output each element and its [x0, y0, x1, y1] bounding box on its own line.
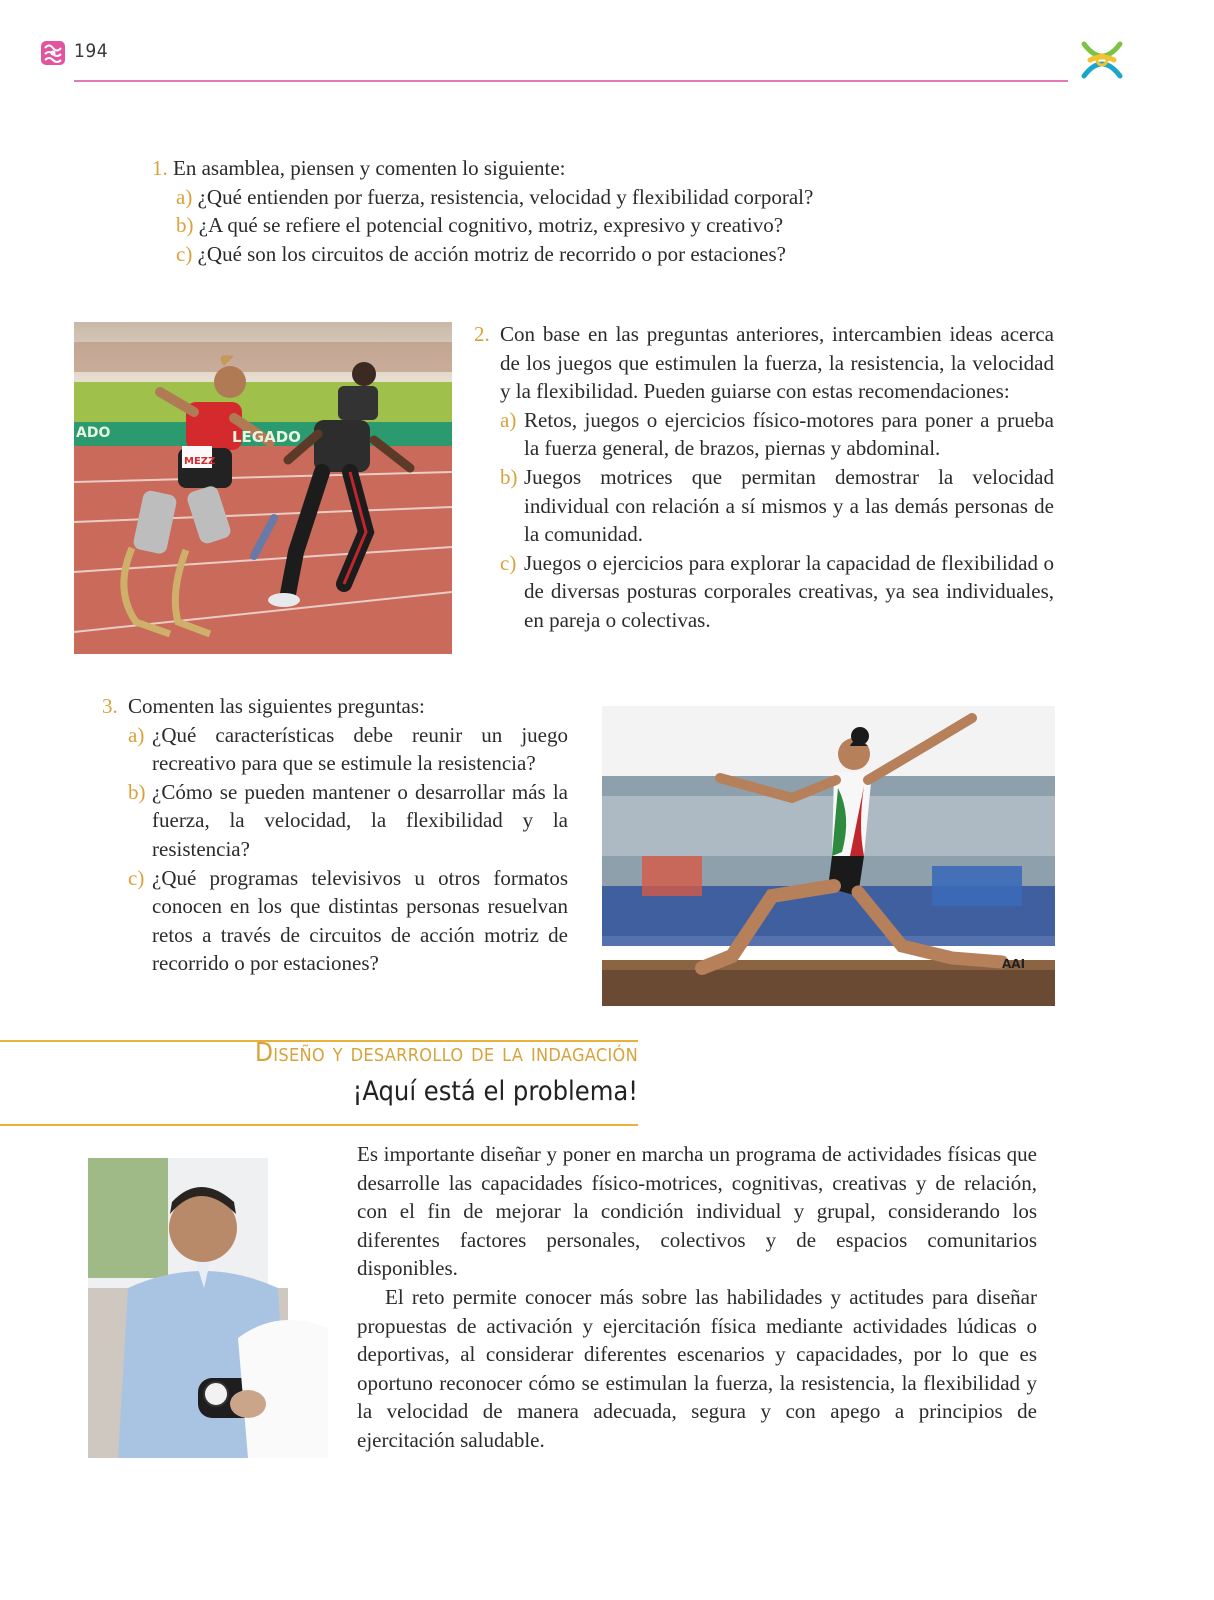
bib-text: MEZZ	[184, 456, 216, 467]
paragraph-2: El reto permite conocer más sobre las habilidades y actitudes para diseñar propuestas de activación y ejercitación física mediante actividades lúdicas o deportivas, al considerar diferentes escenarios y capacidades, por lo que es oportuno reconocer cómo se estimulan la fuerza, la resistencia, la flexibilidad y la velocidad de manera adecuada, segura y con apego a principios de ejercitación saludable.	[357, 1284, 1037, 1452]
item-letter: a)	[176, 184, 193, 209]
question-text: En asamblea, piensen y comenten lo siguiente:	[173, 156, 566, 180]
item-letter: b)	[500, 464, 518, 489]
item-letter: b)	[128, 779, 146, 804]
item-letter: a)	[500, 407, 517, 432]
section-rule-bottom	[0, 1124, 638, 1126]
question-2	[474, 320, 1054, 635]
item-text: ¿Qué entienden por fuerza, resistencia, velocidad y flexibilidad corporal?	[197, 184, 814, 209]
doctor-photo	[88, 1158, 328, 1458]
section-title: Diseño y desarrollo de la indagación	[254, 1038, 638, 1068]
item-letter: b)	[176, 213, 194, 238]
problem-text	[357, 1140, 1037, 1455]
section-subtitle: ¡Aquí está el problema!	[352, 1076, 638, 1107]
item-text: ¿Qué son los circuitos de acción motriz de recorrido o por estaciones?	[197, 241, 786, 266]
question-text: Comenten las siguientes preguntas:	[128, 694, 425, 718]
item-text: ¿Qué características debe reunir un juego recreativo para que se estimule la resistencia?	[152, 722, 568, 776]
question-text: Con base en las preguntas anteriores, intercambien ideas acerca de los juegos que estimulen la fuerza, la resistencia, la velocidad y la flexibilidad. Pueden guiarse con estas recomendaciones:	[500, 322, 1054, 404]
question-3	[102, 692, 568, 978]
item-letter: c)	[500, 550, 517, 575]
question-1	[152, 154, 902, 268]
gymnast-photo	[602, 706, 1055, 1006]
page-number: 194	[74, 40, 109, 62]
page-header	[0, 0, 1214, 100]
sprinters-photo	[74, 322, 452, 654]
question-number: 3.	[102, 694, 118, 718]
item-letter: a)	[128, 722, 145, 747]
item-letter: c)	[128, 865, 145, 890]
question-number: 1.	[152, 156, 168, 180]
header-rule	[74, 80, 1068, 82]
svg-text:ADO: ADO	[76, 425, 111, 441]
item-text: ¿Cómo se pueden mantener o desarrollar más la fuerza, la velocidad, la flexibilidad y la resistencia?	[152, 779, 568, 861]
item-text: Juegos motrices que permitan demostrar la velocidad individual con relación a sí mismos y a las demás personas de la comunidad.	[524, 464, 1054, 547]
item-text: Juegos o ejercicios para explorar la capacidad de flexibilidad o de diversas posturas corporales creativas, ya sea individuales, en pareja o colectivas.	[524, 550, 1054, 632]
item-text: ¿Qué programas televisivos u otros formatos conocen en los que distintas personas resuelvan retos a través de circuitos de acción motriz de recorrido o por estaciones?	[152, 865, 568, 976]
tricolor-loop-icon	[1076, 34, 1128, 86]
item-text: Retos, juegos o ejercicios físico-motores para poner a prueba la fuerza general, de brazos, piernas y abdominal.	[524, 407, 1054, 461]
item-letter: c)	[176, 241, 193, 266]
paragraph-1: Es importante diseñar y poner en marcha un programa de actividades físicas que desarrolle las capacidades físico-motrices, cognitivas, creativas y de relación, con el fin de mejorar la condición individual y grupal, considerando los diferentes factores personales, colectivos y de espacios comunitarios disponibles.	[357, 1142, 1037, 1281]
track-banner-text: LEGADO	[232, 428, 301, 446]
question-number: 2.	[474, 322, 490, 346]
pink-glyph-icon	[40, 40, 66, 66]
item-text: ¿A qué se refiere el potencial cognitivo, motriz, expresivo y creativo?	[198, 213, 784, 238]
beam-text: AAI	[1002, 957, 1026, 971]
